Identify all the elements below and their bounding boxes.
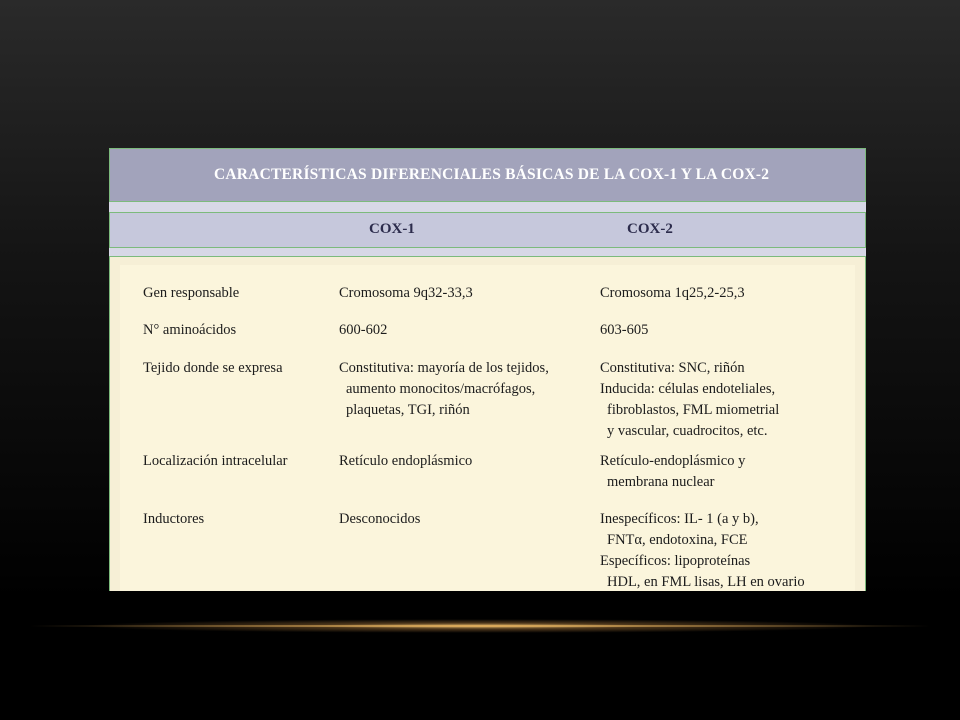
column-header-cox2: COX-2: [627, 221, 673, 237]
row-label: N° aminoácidos: [143, 322, 237, 338]
cell-line: plaquetas, TGI, riñón: [346, 402, 470, 418]
cell-line: 600-602: [339, 322, 388, 338]
cell-line: Retículo endoplásmico: [339, 453, 473, 469]
table-title: CARACTERÍSTICAS DIFERENCIALES BÁSICAS DE LA COX-1 Y LA COX-2: [214, 166, 770, 183]
cell-line: Constitutiva: SNC, riñón: [600, 360, 745, 376]
row-label: Tejido donde se expresa: [143, 360, 283, 376]
cell-line: Retículo-endoplásmico y: [600, 453, 746, 469]
floor-line-decoration: [30, 625, 930, 627]
cell-cox2: [600, 451, 860, 493]
cell-line: fibroblastos, FML miometrial: [607, 402, 780, 418]
cell-line: Inducida: células endoteliales,: [600, 381, 776, 397]
cell-line: Desconocidos: [339, 511, 421, 527]
cell-line: Inespecíficos: IL- 1 (a y b),: [600, 511, 759, 527]
table-image: [109, 148, 866, 591]
cell-line: FNTα, endotoxina, FCE: [607, 532, 748, 548]
column-header-cox1: COX-1: [369, 221, 415, 237]
cell-line: Específicos: lipoproteínas: [600, 553, 751, 569]
cell-line: y vascular, cuadrocitos, etc.: [607, 423, 768, 439]
cell-line: membrana nuclear: [607, 474, 715, 490]
row-label: Localización intracelular: [143, 453, 288, 469]
table-title-bar: [109, 148, 866, 202]
cell-cox1: [339, 451, 589, 472]
cell-cox2: [600, 320, 860, 341]
table-rows: [120, 265, 855, 591]
cell-cox2: [600, 358, 860, 442]
table-body: [109, 256, 866, 591]
row-label: Gen responsable: [143, 285, 240, 301]
cell-line: aumento monocitos/macrófagos,: [346, 381, 536, 397]
cell-line: Cromosoma 1q25,2-25,3: [600, 285, 745, 301]
row-label: Inductores: [143, 511, 205, 527]
cell-line: HDL, en FML lisas, LH en ovario: [607, 574, 805, 590]
cell-line: Constitutiva: mayoría de los tejidos,: [339, 360, 549, 376]
cell-cox1: [339, 509, 589, 530]
cell-cox1: [339, 358, 589, 421]
cell-line: Cromosoma 9q32-33,3: [339, 285, 473, 301]
cell-cox2: [600, 283, 860, 304]
cell-line: 603-605: [600, 322, 649, 338]
column-header-row: [109, 212, 866, 248]
cell-cox2: [600, 509, 860, 591]
cell-cox1: [339, 320, 589, 341]
cell-cox1: [339, 283, 589, 304]
